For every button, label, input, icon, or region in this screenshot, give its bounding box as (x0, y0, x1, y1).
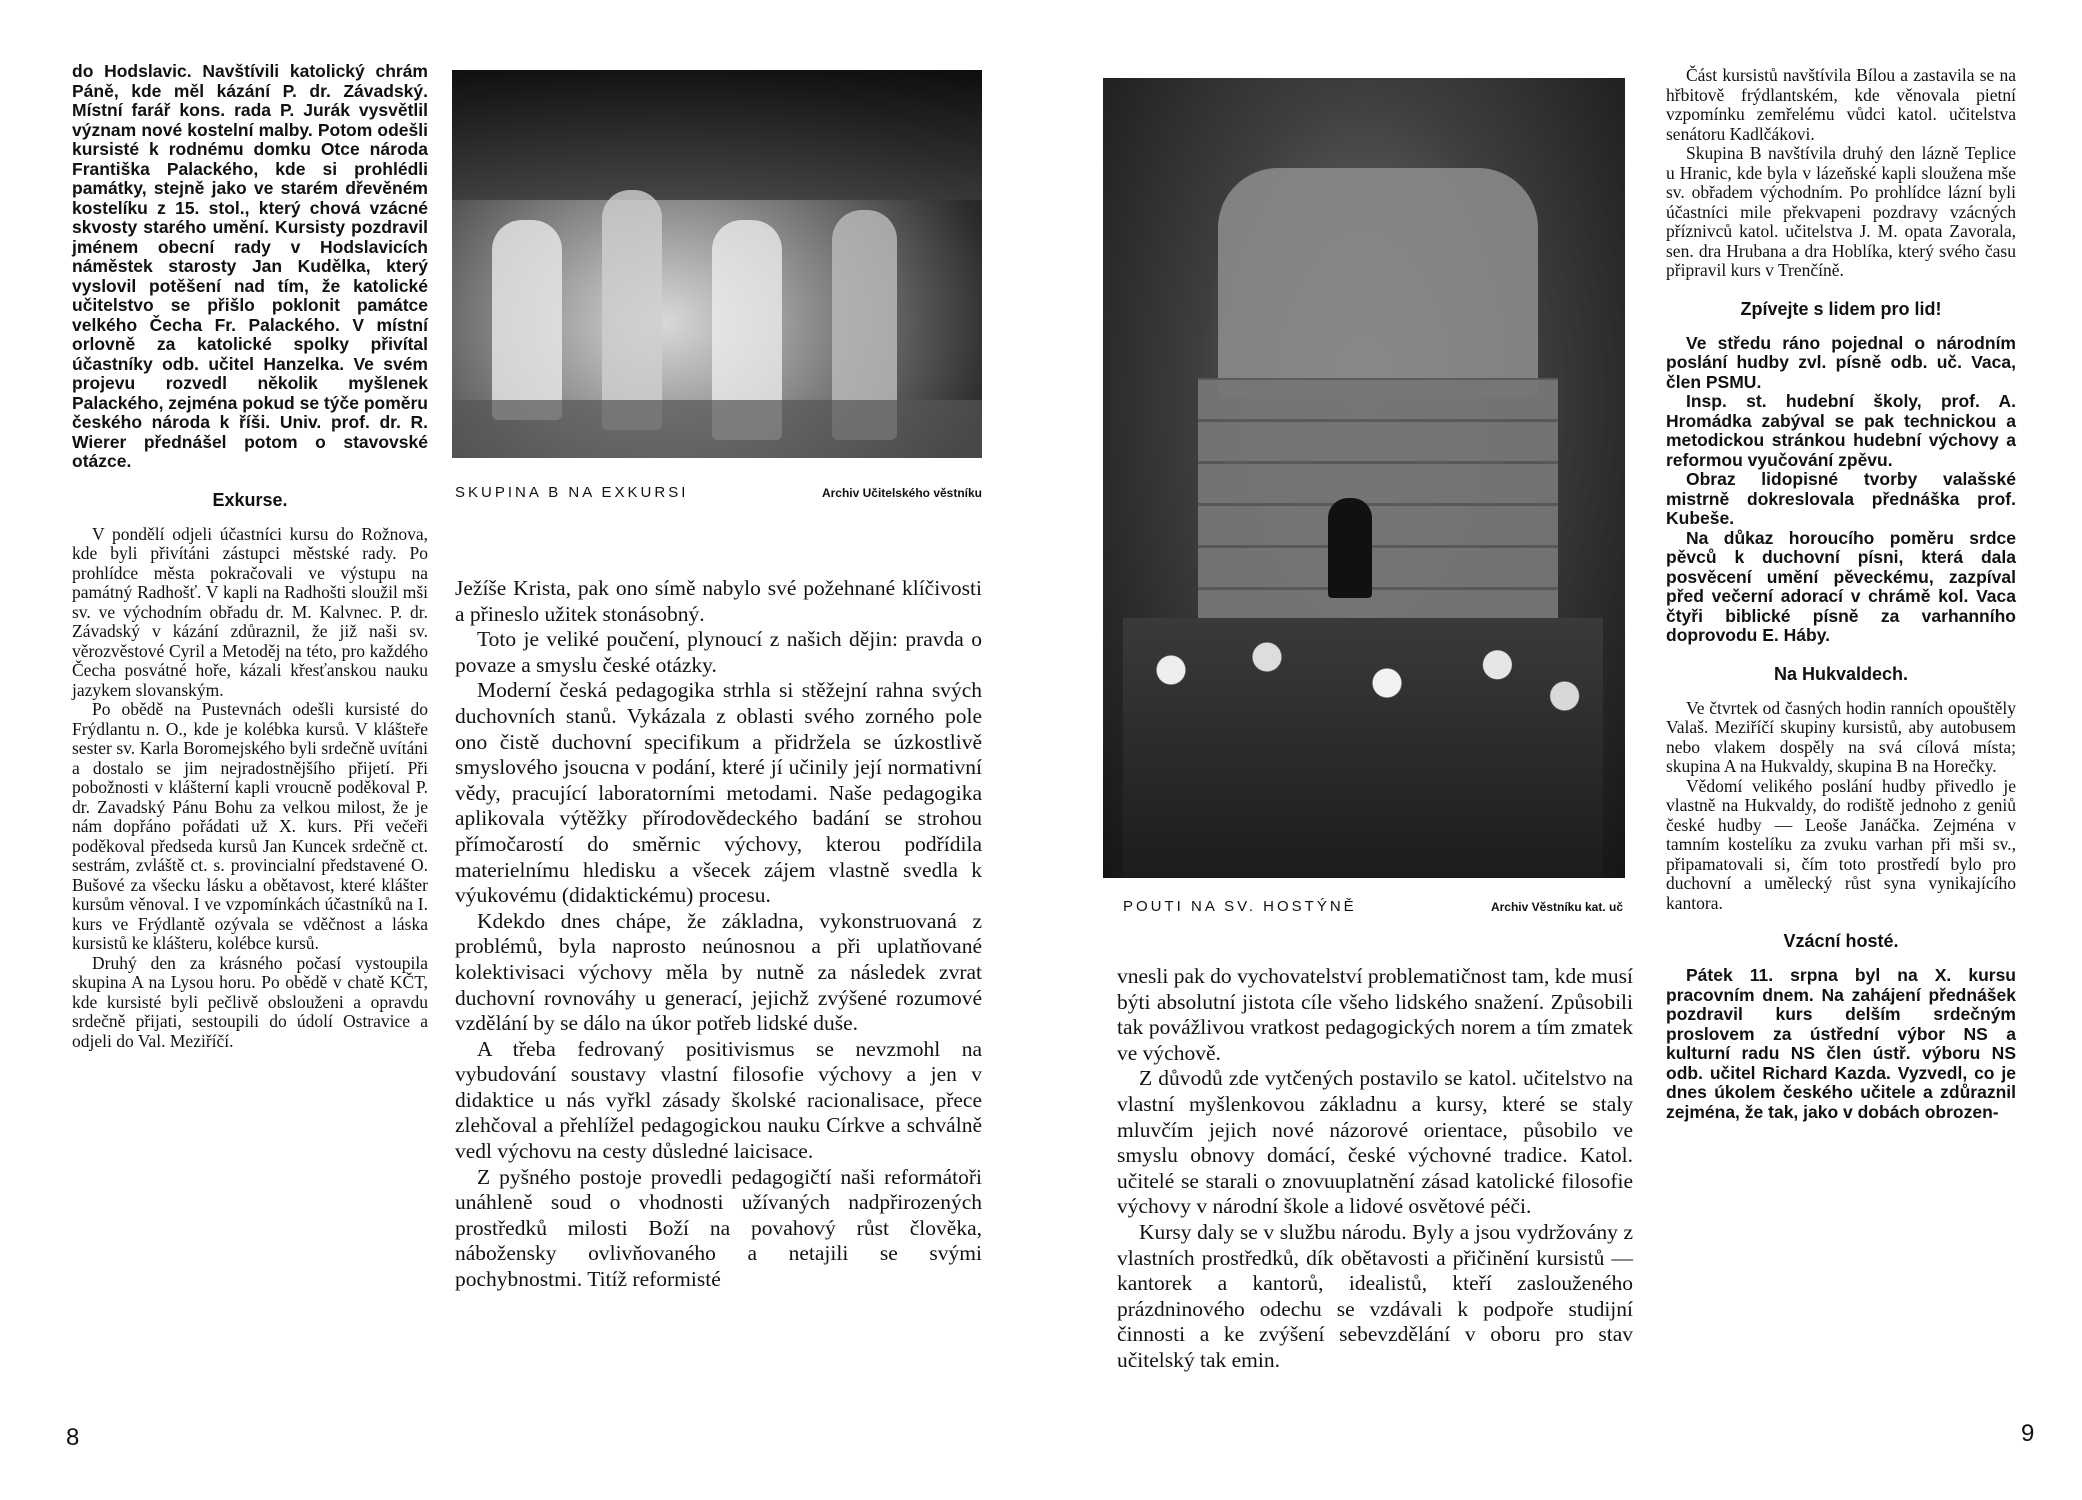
section-heading-zpivejte: Zpívejte s lidem pro lid! (1740, 298, 1942, 319)
paragraph: Na důkaz horoucího poměru srdce pěvců k duchovní písni, která dala posvěcení umění pěveckému, zazpíval před večerní adorací v chrámě kol. Vaca čtyři biblické písně za varhanního doprovodu E. Háby. (1666, 527, 2016, 645)
paragraph: Toto je veliké poučení, plynoucí z našich dějin: pravda o povaze a smyslu české otázky. (455, 627, 982, 677)
paragraph: Obraz lidopisné tvorby valašské mistrně dokreslovala přednáška prof. Kubeše. (1666, 469, 2016, 528)
photo-tree-canopy (452, 70, 982, 200)
paragraph: Ve středu ráno pojednal o národním poslání hudby zvl. písně odb. uč. Vaca, člen PSMU. (1666, 332, 2016, 392)
paragraph: Z pyšného postoje provedli pedagogičtí naši reformátoři unáhleně soud o vhodnosti užívaných nadpřirozených prostředků milosti Boží na povahový růst člověka, nábožensky ovlivňovaného a netajili se svými pochybnostmi. Titíž reformisté (455, 1164, 982, 1292)
paragraph: A třeba fedrovaný positivismus se nevzmohl na vybudování soustavy vlastní filosofie výchovy a jen v didaktice u nás vyřkl zásady školské racionalisace, přece zlehčoval a přehlížel pedagogickou nauku Církve a schválně vedl výchovu na cesty důsledné laicisace. (455, 1036, 982, 1164)
paragraph: Skupina B navštívila druhý den lázně Teplice u Hranic, kde byla v lázeňské kapli sloužena mše sv. obřadem východním. Po prohlídce lázní byli účastníci mile překvapeni pozdravy vzácných příznivců katol. učitelstva J. M. opata Zavorala, sen. dra Hrubana a dra Hoblíka, který svého času připravil kurs v Trenčíně. (1666, 143, 2016, 280)
section-heading-vzacni-hoste: Vzácní hosté. (1783, 931, 1899, 951)
paragraph: V pondělí odjeli účastníci kursu do Rožnova, kde byli přivítáni zástupci městské rady. Po prohlídce města pokračovali ve výstupu na památný Radhošť. V kapli na Radhošti sloužil mši sv. ve východním obřadu dr. M. Kalvnec. P. dr. Závadský v kázání zdůraznil, že již naši sv. věrozvěstové Cyril a Metoděj na této, pro každého Čecha posvátné hoře, kázali křesťanskou nauku jazykem slovanským. (72, 523, 428, 700)
photo1-caption (455, 484, 982, 501)
page-number: 8 (66, 1424, 80, 1451)
paragraph: Kursy daly se v službu národu. Byly a jsou vydržovány z vlastních prostředků, dík obětavosti a přičinění kursistů — kantorek a kantorů, idealistů, kteří zaslouženého prázdninového odechu se vzdávali k podpoře studijní činnosti a ke zvýšení sebevzdělání v oboru pro stav učitelský tak emin. (1117, 1219, 1633, 1372)
paragraph: Ve čtvrtek od časných hodin ranních opouštěly Valaš. Meziříčí skupiny kursistů, aby autobusem nebo vlakem dospěly na svá cílová místa; skupina A na Hukvaldy, skupina B na Horečky. (1666, 697, 2016, 776)
photo-priest-figure (1328, 498, 1372, 598)
caption-text: POUTI NA SV. HOSTÝNĚ (1123, 898, 1357, 915)
paragraph: vnesli pak do vychovatelství problematičnost tam, kde musí býti absolutní jistota cíle všeho lidského snažení. Způsobili tak povážlivou vratkost pedagogických norem a tím zmatek ve výchově. (1117, 964, 1633, 1065)
left-wide-column (455, 576, 982, 1293)
paragraph: Pátek 11. srpna byl na X. kursu pracovním dnem. Na zahájení přednášek pozdravil kurs delším srdečným proslovem za ústřední výbor NS a kulturní radu NS člen ústř. výboru NS odb. učitel Richard Kazda. Vyzvedl, co je dnes úkolem českého učitele a zdůraznil zejména, že tak, jako v dobách obrozen- (1666, 965, 2016, 1122)
paragraph: Po obědě na Pustevnách odešli kursisté do Frýdlantu n. O., kde je kolébka kursů. V klášteře sester sv. Karla Boromejského byli srdečně uvítáni a dostalo se jim nejradostnějšího přijetí. Při pobožnosti v klášterní kapli vroucně poděkoval P. dr. Zavadský Pánu Bohu za velkou milost, že je nám dopřáno pořádati už X. kurs. Při večeři poděkoval předseda kursů Jan Kuncek srdečně ct. sestrám, zvláště ct. s. provincialní představené O. Bušové za všecku lásku a obětavost, které klášter kursům věnoval. I ve vzpomínkách účastníků na I. kurs ve Frýdlantě ozývala se vděčnost a láska kursistů ke klášteru, kolébce kursů. (72, 699, 428, 953)
right-page (1041, 0, 2082, 1500)
paragraph: Ježíše Krista, pak ono símě nabylo své požehnané klíčivosti a přineslo užitek stonásobný. (455, 576, 982, 626)
right-narrow-column (1666, 66, 2016, 1122)
paragraph: Z důvodů zde vytčených postavilo se katol. učitelstvo na vlastní myšlenkovou základnu a kursy, které se staly mluvčím jejich nové názorové orientace, působilo ve smyslu obnovy domácí, české výchovné tradice. Katol. učitelé se starali o znovuuplatnění zásad katolické filosofie výchovy v národní škole a lidové osvětové péči. (1117, 1066, 1633, 1219)
paragraph: Moderní česká pedagogika strhla si stěžejní rahna svých duchovních stanů. Vykázala z oblasti svého zorného pole ono čistě duchovní specifikum a přidržela se úzkostlivě smyslového jsoucna v podání, které jí učinily její normativní vědy, pracující laboratorními metodami. Naše pedagogika aplikovala výtěžky přírodovědeckého badání se strohou přímočarostí do směrnic výchovy, kterou podřídila materielnímu hledisku a všecek zájem vlastně svedla k výukovému (didaktickému) procesu. (455, 678, 982, 908)
paragraph: Druhý den za krásného počasí vystoupila skupina A na Lysou horu. Po obědě v chatě KČT, kde kursisté byli pečlivě obslouženi a opravdu srdečně přijati, sestoupili do údolí Ostravice a odjeli do Val. Meziříčí. (72, 952, 428, 1051)
paragraph: Insp. st. hudební školy, prof. A. Hromádka zabýval se pak technickou a metodickou stránkou hudební výchovy a reformou vyučování zpěvu. (1666, 391, 2016, 470)
paragraph: Vědomí velikého poslání hudby přivedlo je vlastně na Hukvaldy, do rodiště jednoho z geniů české hudby — Leoše Janáčka. Zejména v tamním kostelíku za zvuku varhan při mši sv., připamatovali si, čím toto prostředí bylo pro duchovní a umělecký růst syna vynikajícího kantora. (1666, 775, 2016, 913)
group-photo (452, 70, 982, 458)
caption-credit: Archiv Učitelského věstníku (821, 486, 982, 500)
caption-text: SKUPINA B NA EXKURSI (455, 484, 689, 501)
photo-crowd (1123, 618, 1603, 878)
intro-paragraph: do Hodslavic. Navštívili katolický chrám Páně, kde měl kázání P. dr. Závadský. Místní farář kons. rada P. Jurák vysvětlil význam nové kostelní malby. Potom odešli kursisté k rodnému domku Otce národa Františka Palackého, kde si prohlédli památky, stejně jako ve starém dřevěném kostelíku z 15. stol., který chová vzácné skvosty starého umění. Kursisty pozdravil jménem obecní rady v Hodslavicích náměstek starosty Jan Kudělka, který vyslovil potěšení nad tím, že katolické učitelstvo se přišlo poklonit památce velkého Čecha Fr. Palackého. V místní orlovně za katolické spolky přivítal účastníky odb. učitel Hanzelka. Ve svém projevu rozvedl několik myšlenek Palackého, zejména pokud se týče poměru českého národa k říši. Univ. prof. dr. R. Wierer přednášel potom o stavovské otázce. (72, 61, 428, 471)
photo-monument-top (1218, 168, 1538, 398)
pilgrimage-photo (1103, 78, 1625, 878)
photo-figure (492, 220, 562, 420)
page-number: 9 (2021, 1420, 2035, 1447)
left-narrow-column (72, 62, 428, 1051)
photo-figure (602, 190, 662, 430)
section-heading-exkurse: Exkurse. (212, 489, 288, 510)
photo2-caption (1123, 898, 1623, 915)
paragraph: Část kursistů navštívila Bílou a zastavila se na hřbitově frýdlantském, kde věnovala pietní vzpomínku zemřelému vůdci katol. učitelstva senátoru Kadlčákovi. (1666, 65, 2016, 144)
section-heading-hukvaldy: Na Hukvaldech. (1773, 663, 1909, 684)
photo-ground (452, 400, 982, 458)
paragraph: Kdekdo dnes chápe, že základna, vykonstruovaná z problémů, byla naprosto neúnosnou a při uplatňované kolektivisaci výchovy měla by nutně za následek zvrat duchovní rovnováhy u generací, jejichž zvýšené rozumové vzdělání by se dálo na úkor potřeb lidské duše. (455, 908, 982, 1036)
caption-credit: Archiv Věstníku kat. uč (1490, 900, 1623, 914)
right-wide-column (1117, 964, 1633, 1374)
